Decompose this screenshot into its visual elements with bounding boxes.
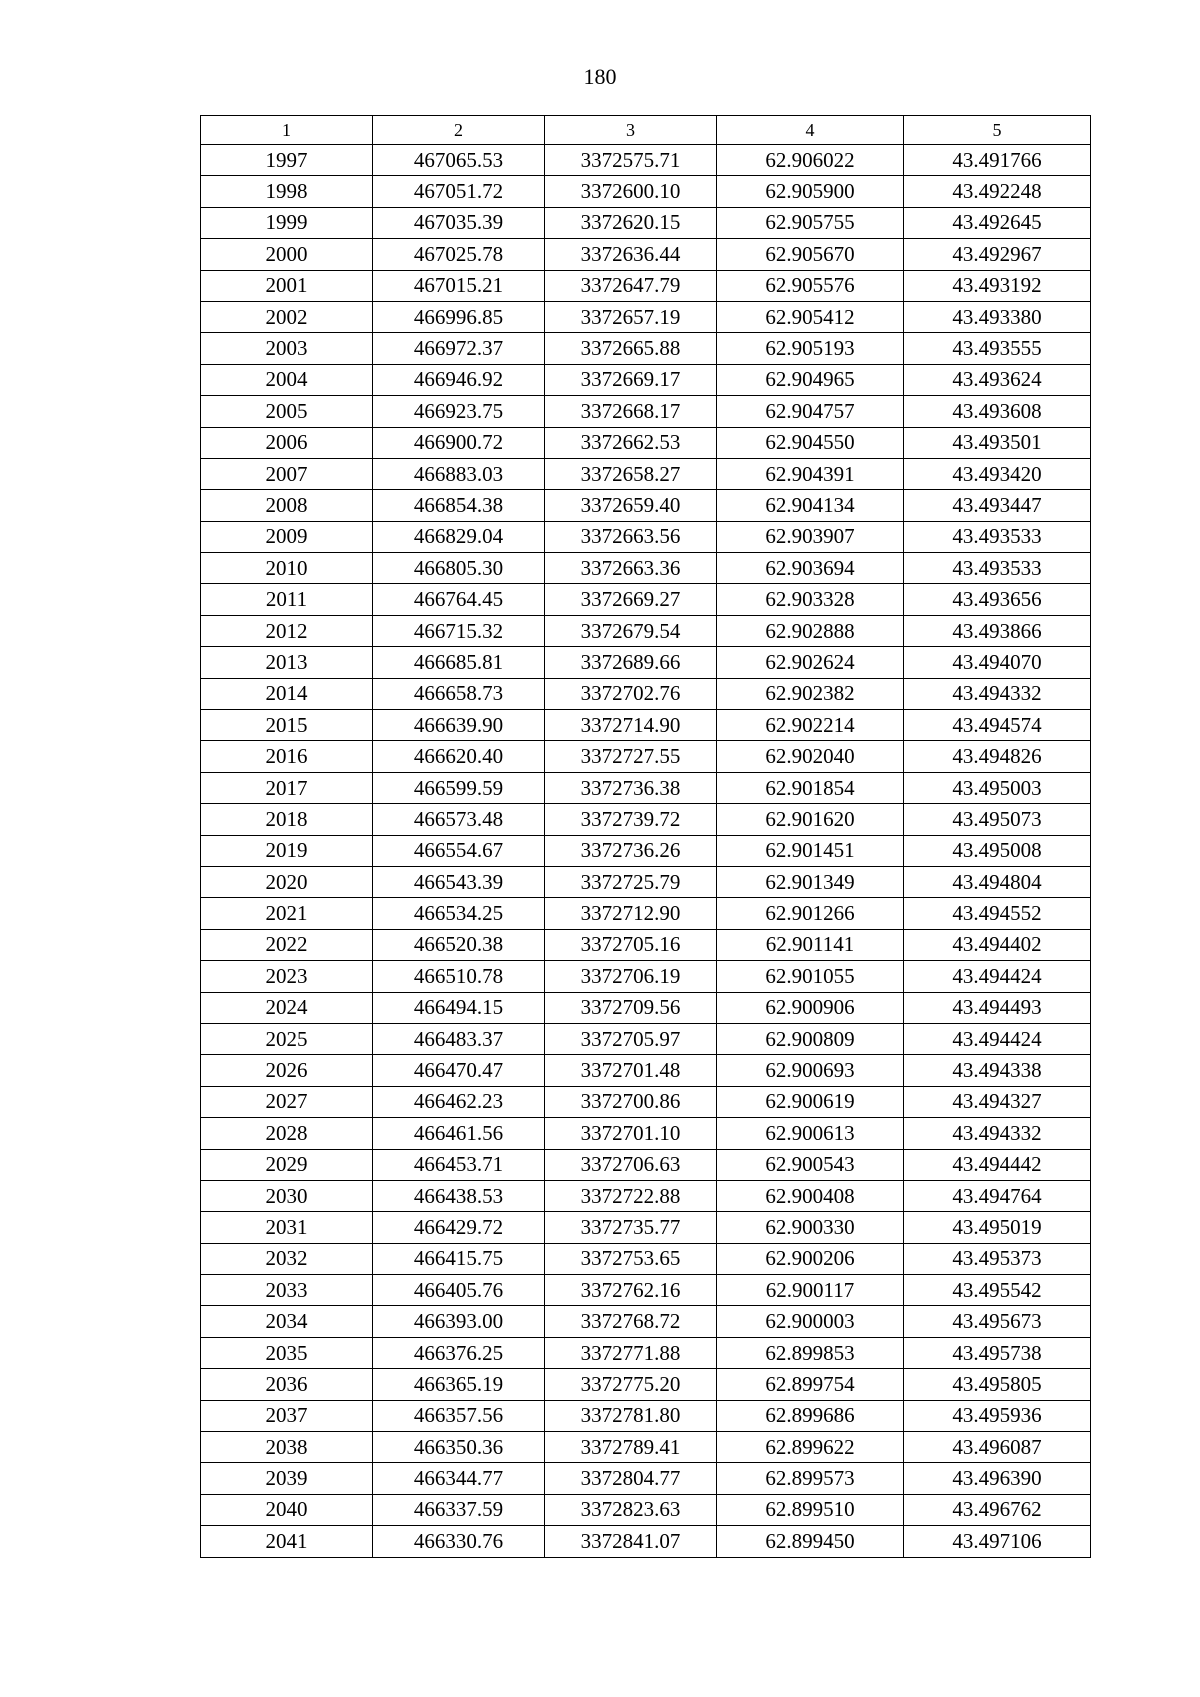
- cell-longitude: 62.900906: [717, 992, 904, 1023]
- cell-y: 3372709.56: [545, 992, 717, 1023]
- cell-x: 466599.59: [373, 772, 545, 803]
- table-row: [201, 521, 1091, 552]
- cell-longitude: 62.901266: [717, 898, 904, 929]
- cell-y: 3372669.17: [545, 364, 717, 395]
- cell-x: 466350.36: [373, 1432, 545, 1463]
- cell-point-number: 2022: [201, 929, 373, 960]
- cell-x: 466337.59: [373, 1494, 545, 1525]
- cell-latitude: 43.494070: [904, 647, 1091, 678]
- cell-longitude: 62.902624: [717, 647, 904, 678]
- table-row: [201, 1243, 1091, 1274]
- cell-x: 466715.32: [373, 615, 545, 646]
- cell-x: 466415.75: [373, 1243, 545, 1274]
- cell-longitude: 62.899573: [717, 1463, 904, 1494]
- cell-longitude: 62.900117: [717, 1275, 904, 1306]
- cell-point-number: 2014: [201, 678, 373, 709]
- cell-point-number: 2018: [201, 804, 373, 835]
- cell-longitude: 62.900543: [717, 1149, 904, 1180]
- cell-longitude: 62.901854: [717, 772, 904, 803]
- cell-y: 3372768.72: [545, 1306, 717, 1337]
- cell-x: 466829.04: [373, 521, 545, 552]
- cell-latitude: 43.494424: [904, 1023, 1091, 1054]
- cell-x: 466923.75: [373, 396, 545, 427]
- cell-latitude: 43.497106: [904, 1526, 1091, 1557]
- table-row: [201, 1212, 1091, 1243]
- cell-x: 466461.56: [373, 1118, 545, 1149]
- cell-point-number: 2037: [201, 1400, 373, 1431]
- cell-longitude: 62.899853: [717, 1337, 904, 1368]
- cell-longitude: 62.900809: [717, 1023, 904, 1054]
- cell-point-number: 2024: [201, 992, 373, 1023]
- cell-point-number: 2023: [201, 961, 373, 992]
- cell-x: 466883.03: [373, 458, 545, 489]
- cell-point-number: 2032: [201, 1243, 373, 1274]
- cell-latitude: 43.493608: [904, 396, 1091, 427]
- cell-point-number: 2020: [201, 866, 373, 897]
- table-row: [201, 647, 1091, 678]
- cell-y: 3372712.90: [545, 898, 717, 929]
- cell-longitude: 62.903328: [717, 584, 904, 615]
- cell-latitude: 43.495008: [904, 835, 1091, 866]
- cell-y: 3372706.19: [545, 961, 717, 992]
- cell-x: 466543.39: [373, 866, 545, 897]
- cell-y: 3372735.77: [545, 1212, 717, 1243]
- cell-longitude: 62.900693: [717, 1055, 904, 1086]
- table-row: [201, 458, 1091, 489]
- cell-point-number: 2031: [201, 1212, 373, 1243]
- cell-y: 3372701.10: [545, 1118, 717, 1149]
- cell-point-number: 2036: [201, 1369, 373, 1400]
- cell-y: 3372659.40: [545, 490, 717, 521]
- cell-latitude: 43.494493: [904, 992, 1091, 1023]
- cell-latitude: 43.492248: [904, 176, 1091, 207]
- cell-longitude: 62.903907: [717, 521, 904, 552]
- table-row: [201, 1055, 1091, 1086]
- cell-latitude: 43.494574: [904, 710, 1091, 741]
- cell-y: 3372636.44: [545, 239, 717, 270]
- cell-y: 3372706.63: [545, 1149, 717, 1180]
- cell-latitude: 43.494826: [904, 741, 1091, 772]
- cell-latitude: 43.494804: [904, 866, 1091, 897]
- cell-point-number: 2013: [201, 647, 373, 678]
- cell-point-number: 2001: [201, 270, 373, 301]
- cell-x: 466996.85: [373, 301, 545, 332]
- cell-point-number: 2017: [201, 772, 373, 803]
- cell-latitude: 43.495738: [904, 1337, 1091, 1368]
- cell-latitude: 43.496762: [904, 1494, 1091, 1525]
- cell-x: 466393.00: [373, 1306, 545, 1337]
- cell-x: 466573.48: [373, 804, 545, 835]
- cell-y: 3372669.27: [545, 584, 717, 615]
- table-row: [201, 1369, 1091, 1400]
- cell-x: 466510.78: [373, 961, 545, 992]
- table-row: [201, 207, 1091, 238]
- cell-y: 3372762.16: [545, 1275, 717, 1306]
- column-header: 3: [545, 116, 717, 145]
- cell-longitude: 62.900330: [717, 1212, 904, 1243]
- cell-x: 467035.39: [373, 207, 545, 238]
- cell-latitude: 43.493866: [904, 615, 1091, 646]
- cell-point-number: 2040: [201, 1494, 373, 1525]
- cell-x: 466453.71: [373, 1149, 545, 1180]
- cell-y: 3372739.72: [545, 804, 717, 835]
- cell-x: 467025.78: [373, 239, 545, 270]
- cell-longitude: 62.901620: [717, 804, 904, 835]
- cell-y: 3372575.71: [545, 145, 717, 176]
- cell-point-number: 2021: [201, 898, 373, 929]
- cell-y: 3372665.88: [545, 333, 717, 364]
- table-row: [201, 1337, 1091, 1368]
- cell-point-number: 2041: [201, 1526, 373, 1557]
- column-header: 2: [373, 116, 545, 145]
- cell-x: 466429.72: [373, 1212, 545, 1243]
- cell-latitude: 43.496390: [904, 1463, 1091, 1494]
- cell-x: 466972.37: [373, 333, 545, 364]
- cell-point-number: 2034: [201, 1306, 373, 1337]
- column-header: 1: [201, 116, 373, 145]
- cell-point-number: 2035: [201, 1337, 373, 1368]
- table-row: [201, 1023, 1091, 1054]
- cell-point-number: 2012: [201, 615, 373, 646]
- cell-y: 3372657.19: [545, 301, 717, 332]
- cell-y: 3372663.56: [545, 521, 717, 552]
- cell-longitude: 62.899510: [717, 1494, 904, 1525]
- cell-point-number: 2026: [201, 1055, 373, 1086]
- cell-longitude: 62.900408: [717, 1180, 904, 1211]
- cell-y: 3372714.90: [545, 710, 717, 741]
- cell-x: 466462.23: [373, 1086, 545, 1117]
- cell-latitude: 43.493533: [904, 521, 1091, 552]
- cell-x: 466554.67: [373, 835, 545, 866]
- cell-point-number: 2033: [201, 1275, 373, 1306]
- cell-latitude: 43.495673: [904, 1306, 1091, 1337]
- cell-longitude: 62.904134: [717, 490, 904, 521]
- cell-latitude: 43.495019: [904, 1212, 1091, 1243]
- cell-longitude: 62.904757: [717, 396, 904, 427]
- cell-longitude: 62.899686: [717, 1400, 904, 1431]
- table-row: [201, 584, 1091, 615]
- cell-y: 3372705.97: [545, 1023, 717, 1054]
- table-row: [201, 710, 1091, 741]
- cell-latitude: 43.494402: [904, 929, 1091, 960]
- cell-y: 3372620.15: [545, 207, 717, 238]
- cell-latitude: 43.493624: [904, 364, 1091, 395]
- cell-latitude: 43.494764: [904, 1180, 1091, 1211]
- cell-y: 3372789.41: [545, 1432, 717, 1463]
- table-header-row: [201, 116, 1091, 145]
- cell-point-number: 2028: [201, 1118, 373, 1149]
- cell-latitude: 43.491766: [904, 145, 1091, 176]
- table-row: [201, 176, 1091, 207]
- cell-y: 3372841.07: [545, 1526, 717, 1557]
- table-row: [201, 301, 1091, 332]
- table-row: [201, 898, 1091, 929]
- cell-x: 466685.81: [373, 647, 545, 678]
- table-row: [201, 678, 1091, 709]
- cell-x: 466483.37: [373, 1023, 545, 1054]
- cell-point-number: 2008: [201, 490, 373, 521]
- cell-longitude: 62.904965: [717, 364, 904, 395]
- cell-point-number: 2000: [201, 239, 373, 270]
- cell-point-number: 2016: [201, 741, 373, 772]
- cell-point-number: 2002: [201, 301, 373, 332]
- cell-longitude: 62.902382: [717, 678, 904, 709]
- cell-y: 3372781.80: [545, 1400, 717, 1431]
- cell-y: 3372736.26: [545, 835, 717, 866]
- cell-point-number: 2005: [201, 396, 373, 427]
- table-row: [201, 1494, 1091, 1525]
- cell-longitude: 62.902888: [717, 615, 904, 646]
- cell-point-number: 2029: [201, 1149, 373, 1180]
- cell-point-number: 2011: [201, 584, 373, 615]
- cell-x: 466376.25: [373, 1337, 545, 1368]
- cell-x: 466330.76: [373, 1526, 545, 1557]
- cell-longitude: 62.901349: [717, 866, 904, 897]
- cell-x: 466620.40: [373, 741, 545, 772]
- cell-latitude: 43.494327: [904, 1086, 1091, 1117]
- cell-y: 3372663.36: [545, 553, 717, 584]
- page-number: 180: [583, 64, 617, 89]
- cell-longitude: 62.904550: [717, 427, 904, 458]
- cell-latitude: 43.494332: [904, 678, 1091, 709]
- table-row: [201, 145, 1091, 176]
- table-row: [201, 961, 1091, 992]
- cell-longitude: 62.901055: [717, 961, 904, 992]
- cell-longitude: 62.899754: [717, 1369, 904, 1400]
- cell-y: 3372727.55: [545, 741, 717, 772]
- table-row: [201, 615, 1091, 646]
- cell-x: 466405.76: [373, 1275, 545, 1306]
- cell-latitude: 43.493192: [904, 270, 1091, 301]
- table-body: [201, 116, 1091, 1558]
- cell-longitude: 62.899450: [717, 1526, 904, 1557]
- cell-latitude: 43.493380: [904, 301, 1091, 332]
- cell-x: 466900.72: [373, 427, 545, 458]
- cell-latitude: 43.493420: [904, 458, 1091, 489]
- cell-x: 466438.53: [373, 1180, 545, 1211]
- table-row: [201, 866, 1091, 897]
- cell-latitude: 43.494552: [904, 898, 1091, 929]
- coordinates-table: [200, 115, 1091, 1558]
- cell-longitude: 62.905670: [717, 239, 904, 270]
- cell-x: 466805.30: [373, 553, 545, 584]
- cell-y: 3372775.20: [545, 1369, 717, 1400]
- table-row: [201, 1118, 1091, 1149]
- cell-longitude: 62.901451: [717, 835, 904, 866]
- cell-point-number: 2025: [201, 1023, 373, 1054]
- cell-longitude: 62.905412: [717, 301, 904, 332]
- table-row: [201, 553, 1091, 584]
- cell-latitude: 43.493555: [904, 333, 1091, 364]
- cell-y: 3372753.65: [545, 1243, 717, 1274]
- cell-y: 3372658.27: [545, 458, 717, 489]
- cell-latitude: 43.493447: [904, 490, 1091, 521]
- column-header: 5: [904, 116, 1091, 145]
- cell-longitude: 62.900206: [717, 1243, 904, 1274]
- cell-x: 466946.92: [373, 364, 545, 395]
- table-row: [201, 835, 1091, 866]
- cell-x: 467015.21: [373, 270, 545, 301]
- cell-point-number: 2010: [201, 553, 373, 584]
- table-row: [201, 1086, 1091, 1117]
- cell-latitude: 43.493501: [904, 427, 1091, 458]
- table-row: [201, 804, 1091, 835]
- cell-y: 3372736.38: [545, 772, 717, 803]
- cell-latitude: 43.494338: [904, 1055, 1091, 1086]
- cell-y: 3372647.79: [545, 270, 717, 301]
- cell-point-number: 2006: [201, 427, 373, 458]
- cell-y: 3372600.10: [545, 176, 717, 207]
- table-row: [201, 490, 1091, 521]
- cell-x: 466357.56: [373, 1400, 545, 1431]
- cell-longitude: 62.901141: [717, 929, 904, 960]
- cell-point-number: 2003: [201, 333, 373, 364]
- cell-x: 466520.38: [373, 929, 545, 960]
- cell-point-number: 2004: [201, 364, 373, 395]
- cell-point-number: 2027: [201, 1086, 373, 1117]
- cell-latitude: 43.493656: [904, 584, 1091, 615]
- cell-y: 3372700.86: [545, 1086, 717, 1117]
- cell-longitude: 62.902040: [717, 741, 904, 772]
- cell-longitude: 62.900003: [717, 1306, 904, 1337]
- cell-y: 3372702.76: [545, 678, 717, 709]
- cell-y: 3372679.54: [545, 615, 717, 646]
- table-row: [201, 1432, 1091, 1463]
- cell-latitude: 43.495542: [904, 1275, 1091, 1306]
- cell-longitude: 62.905900: [717, 176, 904, 207]
- cell-point-number: 2038: [201, 1432, 373, 1463]
- cell-latitude: 43.495936: [904, 1400, 1091, 1431]
- cell-x: 466534.25: [373, 898, 545, 929]
- cell-longitude: 62.905755: [717, 207, 904, 238]
- cell-x: 466344.77: [373, 1463, 545, 1494]
- cell-y: 3372771.88: [545, 1337, 717, 1368]
- cell-latitude: 43.492645: [904, 207, 1091, 238]
- cell-point-number: 1998: [201, 176, 373, 207]
- table-row: [201, 333, 1091, 364]
- table-row: [201, 772, 1091, 803]
- cell-latitude: 43.494424: [904, 961, 1091, 992]
- table-row: [201, 427, 1091, 458]
- table-row: [201, 1526, 1091, 1557]
- table-row: [201, 929, 1091, 960]
- column-header: 4: [717, 116, 904, 145]
- cell-y: 3372722.88: [545, 1180, 717, 1211]
- cell-x: 466494.15: [373, 992, 545, 1023]
- cell-y: 3372725.79: [545, 866, 717, 897]
- cell-longitude: 62.904391: [717, 458, 904, 489]
- cell-latitude: 43.494442: [904, 1149, 1091, 1180]
- cell-x: 466658.73: [373, 678, 545, 709]
- cell-x: 466764.45: [373, 584, 545, 615]
- cell-point-number: 2039: [201, 1463, 373, 1494]
- table-row: [201, 1180, 1091, 1211]
- cell-latitude: 43.495805: [904, 1369, 1091, 1400]
- table-row: [201, 992, 1091, 1023]
- table-row: [201, 270, 1091, 301]
- table-row: [201, 1275, 1091, 1306]
- cell-latitude: 43.493533: [904, 553, 1091, 584]
- cell-latitude: 43.495073: [904, 804, 1091, 835]
- table-row: [201, 741, 1091, 772]
- cell-point-number: 2030: [201, 1180, 373, 1211]
- table-row: [201, 1306, 1091, 1337]
- cell-y: 3372689.66: [545, 647, 717, 678]
- table-row: [201, 1400, 1091, 1431]
- cell-x: 466470.47: [373, 1055, 545, 1086]
- cell-y: 3372701.48: [545, 1055, 717, 1086]
- cell-point-number: 1997: [201, 145, 373, 176]
- cell-longitude: 62.899622: [717, 1432, 904, 1463]
- cell-longitude: 62.902214: [717, 710, 904, 741]
- cell-point-number: 1999: [201, 207, 373, 238]
- cell-y: 3372705.16: [545, 929, 717, 960]
- cell-longitude: 62.905576: [717, 270, 904, 301]
- table-row: [201, 364, 1091, 395]
- cell-latitude: 43.495373: [904, 1243, 1091, 1274]
- cell-longitude: 62.903694: [717, 553, 904, 584]
- cell-point-number: 2009: [201, 521, 373, 552]
- cell-x: 466854.38: [373, 490, 545, 521]
- cell-longitude: 62.900613: [717, 1118, 904, 1149]
- cell-point-number: 2015: [201, 710, 373, 741]
- table-row: [201, 396, 1091, 427]
- cell-point-number: 2007: [201, 458, 373, 489]
- cell-longitude: 62.905193: [717, 333, 904, 364]
- cell-x: 466639.90: [373, 710, 545, 741]
- cell-y: 3372662.53: [545, 427, 717, 458]
- cell-y: 3372823.63: [545, 1494, 717, 1525]
- cell-longitude: 62.906022: [717, 145, 904, 176]
- table-row: [201, 1463, 1091, 1494]
- cell-point-number: 2019: [201, 835, 373, 866]
- cell-longitude: 62.900619: [717, 1086, 904, 1117]
- table-row: [201, 239, 1091, 270]
- cell-latitude: 43.492967: [904, 239, 1091, 270]
- cell-latitude: 43.496087: [904, 1432, 1091, 1463]
- cell-y: 3372804.77: [545, 1463, 717, 1494]
- cell-x: 467051.72: [373, 176, 545, 207]
- table-row: [201, 1149, 1091, 1180]
- cell-x: 466365.19: [373, 1369, 545, 1400]
- cell-y: 3372668.17: [545, 396, 717, 427]
- cell-x: 467065.53: [373, 145, 545, 176]
- cell-latitude: 43.495003: [904, 772, 1091, 803]
- cell-latitude: 43.494332: [904, 1118, 1091, 1149]
